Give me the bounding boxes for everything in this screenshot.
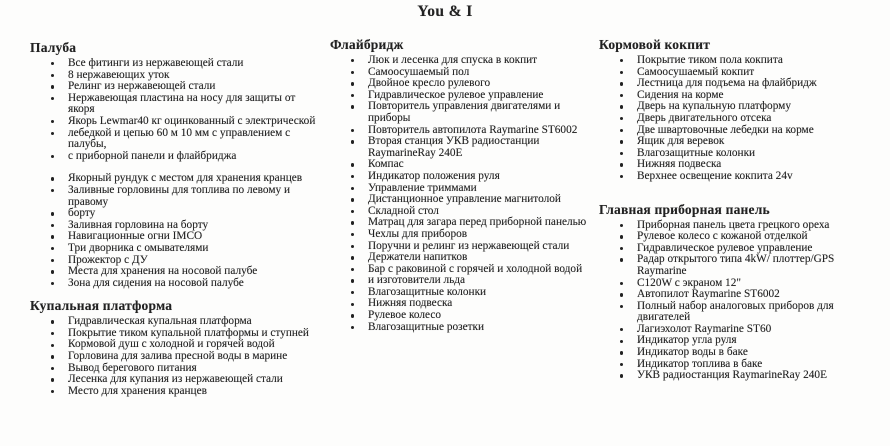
list-item: Лесенка для купания из нержавеющей стали <box>30 374 320 386</box>
list-item: Держатели напитков <box>330 252 594 264</box>
list-item: Дверь двигательного отсека <box>599 113 870 125</box>
list-item: Нижняя подвеска <box>330 298 594 310</box>
bullet-list-swim-platform <box>30 316 320 397</box>
list-item: Якорный рундук с местом для хранения кранцев <box>30 173 320 185</box>
list-item: Ящик для веревок <box>599 136 870 148</box>
list-item: Полный набор аналоговых приборов для двигателей <box>599 301 870 324</box>
list-item: Все фитинги из нержавеющей стали <box>30 58 320 70</box>
list-item: Люк и лесенка для спуска в кокпит <box>330 55 594 67</box>
list-item: Место для хранения кранцев <box>30 386 320 398</box>
list-item: Места для хранения на носовой палубе <box>30 266 320 278</box>
section-deck <box>30 40 320 289</box>
list-item: Якорь Lewmar40 кг оцинкованный с электрической <box>30 116 320 128</box>
list-item: Индикатор топлива в баке <box>599 359 870 371</box>
section-main-panel <box>599 202 870 382</box>
list-item: Лестница для подъема на флайбридж <box>599 78 870 90</box>
list-item: Лагиэхолот Raymarine ST60 <box>599 324 870 336</box>
list-item: с приборной панели и флайбриджа <box>30 151 320 163</box>
section-heading-main-panel: Главная приборная панель <box>599 201 770 217</box>
section-heading-aft-cockpit: Кормовой кокпит <box>599 37 711 52</box>
list-item: Складной стол <box>330 206 594 218</box>
list-item: Сидения на корме <box>599 90 870 102</box>
list-item: Две швартовочные лебедки на корме <box>599 125 870 137</box>
column-left <box>30 40 320 397</box>
list-item: Три дворника с омывателями <box>30 243 320 255</box>
bullet-list-flybridge <box>330 55 594 333</box>
list-item: Чехлы для приборов <box>330 229 594 241</box>
list-item: Верхнее освещение кокпита 24v <box>599 171 870 183</box>
list-item: Двойное кресло рулевого <box>330 78 594 90</box>
list-item: 8 нержавеющих уток <box>30 70 320 82</box>
list-item: Вторая станция УКВ радиостанции RaymarineRay 240E <box>330 136 594 159</box>
list-item: Влагозащитные колонки <box>599 148 870 160</box>
list-item: Повторитель автопилота Raymarine ST6002 <box>330 125 594 137</box>
list-item: Управление триммами <box>330 183 594 195</box>
list-item: УКВ радиостанция RaymarineRay 240E <box>599 370 870 382</box>
list-item: Гидравлическая купальная платформа <box>30 316 320 328</box>
list-item: Индикатор положения руля <box>330 171 594 183</box>
page-title: You & I <box>417 3 473 20</box>
list-item: Гидравлическое рулевое управление <box>330 90 594 102</box>
list-item: Индикатор угла руля <box>599 335 870 347</box>
list-item: Заливная горловина на борту <box>30 220 320 232</box>
list-item: Нижняя подвеска <box>599 159 870 171</box>
bullet-list-aft-cockpit <box>599 55 870 183</box>
list-item: Рулевое колесо с кожаной отделкой <box>599 231 870 243</box>
list-item: C120W с экраном 12" <box>599 278 870 290</box>
list-item: Приборная панель цвета грецкого ореха <box>599 220 870 232</box>
list-item: Прожектор с ДУ <box>30 255 320 267</box>
list-item: Самоосушаемый пол <box>330 67 594 79</box>
list-item: Бар с раковиной с горячей и холодной водой <box>330 264 594 276</box>
list-item: Влагозащитные колонки <box>330 287 594 299</box>
section-heading-swim-platform: Купальная платформа <box>30 298 173 314</box>
section-swim-platform <box>30 298 320 397</box>
list-item: Горловина для залива пресной воды в марине <box>30 351 320 363</box>
list-item: Дверь на купальную платформу <box>599 101 870 113</box>
list-item: и изготовители льда <box>330 275 594 287</box>
list-item: Повторитель управления двигателями и приборы <box>330 101 594 124</box>
list-item: Покрытие тиком купальной платформы и ступней <box>30 328 320 340</box>
list-item: Кормовой душ с холодной и горячей водой <box>30 339 320 351</box>
list-item: Поручни и релинг из нержавеющей стали <box>330 241 594 253</box>
column-right <box>599 37 870 382</box>
section-heading-flybridge: Флайбридж <box>330 37 404 52</box>
list-item: Вывод берегового питания <box>30 363 320 375</box>
list-item: Покрытие тиком пола кокпита <box>599 55 870 67</box>
list-item: Релинг из нержавеющей стали <box>30 81 320 93</box>
list-item: Нержавеющая пластина на носу для защиты от якоря <box>30 93 320 116</box>
section-flybridge <box>330 37 594 333</box>
section-heading-deck: Палуба <box>30 40 77 55</box>
list-item: Рулевое колесо <box>330 310 594 322</box>
list-item: Зона для сидения на носовой палубе <box>30 278 320 290</box>
bullet-list-deck <box>30 58 320 289</box>
list-item: лебедкой и цепью 60 м 10 мм с управлением с палубы, <box>30 128 320 151</box>
list-item: Компас <box>330 159 594 171</box>
list-item: Самоосушаемый кокпит <box>599 67 870 79</box>
section-aft-cockpit <box>599 37 870 183</box>
list-item: Влагозащитные розетки <box>330 322 594 334</box>
list-item: Автопилот Raymarine ST6002 <box>599 289 870 301</box>
list-item: Матрац для загара перед приборной панелью <box>330 217 594 229</box>
column-middle <box>330 37 594 333</box>
list-item: Гидравлическое рулевое управление <box>599 243 870 255</box>
list-item: Радар открытого типа 4kW/ плоттер/GPS Raymarine <box>599 254 870 277</box>
list-item: борту <box>30 208 320 220</box>
list-item: Дистанционное управление магнитолой <box>330 194 594 206</box>
list-item: Индикатор воды в баке <box>599 347 870 359</box>
bullet-list-main-panel <box>599 220 870 382</box>
list-item: Навигационные огни IMCO <box>30 231 320 243</box>
list-item: Заливные горловины для топлива по левому и правому <box>30 185 320 208</box>
